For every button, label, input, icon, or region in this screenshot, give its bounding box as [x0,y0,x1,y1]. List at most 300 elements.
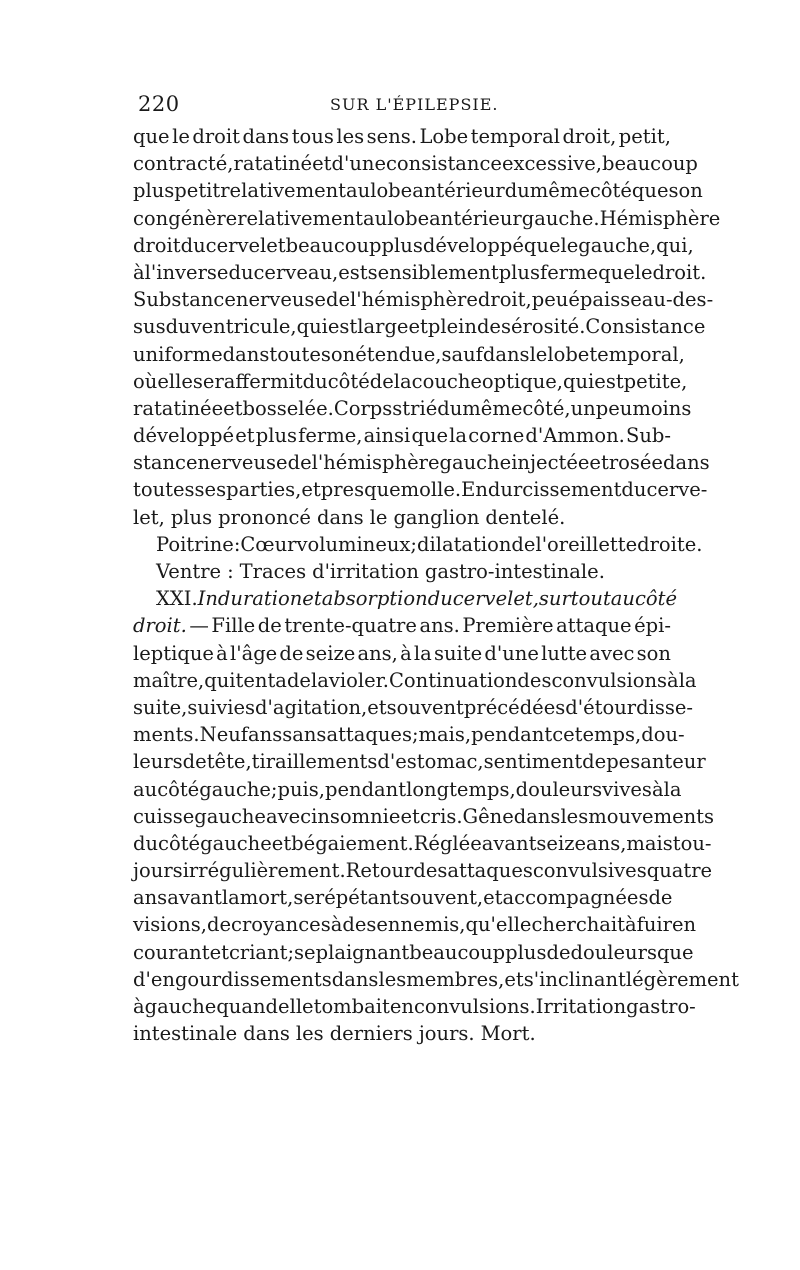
word: le [369,505,388,529]
word: de [279,641,304,665]
word: épaisse [568,288,642,312]
word: consistance [386,152,502,176]
word: à [216,641,228,665]
page-header [138,92,668,122]
text-line [133,640,671,667]
word: elle [278,995,314,1018]
running-title: SUR L'ÉPILEPSIE. [330,95,499,114]
word: qu'elle [465,913,532,937]
word: lobe [370,179,413,203]
word: pendant [324,777,407,801]
word: et [408,315,428,339]
word: droit, [477,288,532,312]
word: beaucoup [601,152,698,176]
word: Irritation [535,995,627,1018]
word: des [413,859,448,883]
word: droit [133,233,181,257]
word: temps, [574,723,642,747]
word: mouvements [588,804,715,828]
word: et [209,940,229,964]
word: optique, [481,369,563,393]
word: antérieur [429,206,522,230]
word: let, [133,505,165,529]
word: avant [167,886,222,910]
word: à [625,913,637,937]
word: sérosité. [500,315,586,339]
word: et [504,967,524,991]
word: ce [552,723,575,747]
text-line [133,966,739,993]
page-number: 220 [138,92,180,116]
word: la [221,886,240,910]
word: criant [228,940,288,964]
word: du [165,315,191,339]
word: du [504,179,530,203]
word: mort, [239,886,294,910]
word: suivies [187,695,255,719]
word: toute [269,342,321,366]
word: et [302,587,322,611]
word: son [636,641,671,665]
word: temporal [470,125,560,148]
word: du [621,478,647,502]
word: visions, [133,913,208,937]
word: croyances [231,913,331,937]
word: se [294,940,316,964]
word: beaucoup [409,940,506,964]
word: en [389,995,414,1018]
word: Poitrine [156,532,234,556]
word: ans [248,723,283,747]
word: convulsives [532,859,647,883]
text-line [133,205,721,232]
word: pesanteur [606,750,706,774]
text-line [133,776,682,803]
word: du [302,369,328,393]
word: tou- [672,831,712,855]
word: parties, [226,478,302,502]
word: au-des- [641,288,714,312]
text-line [133,150,698,177]
word: cervelet [205,233,286,257]
word: gauche [199,777,271,801]
word: excessive, [501,152,602,176]
word: mais, [418,723,472,747]
word: gauche [439,451,512,475]
word: et [312,152,332,176]
word: dans [316,505,364,529]
text-line [133,667,697,694]
word: tiraillements [251,750,378,774]
word: beaucoup [285,233,382,257]
word: des [342,913,377,937]
word: côté, [522,396,571,420]
word: molle. [400,478,462,502]
word: de [648,886,673,910]
word: développé [422,233,524,257]
word: de [257,614,282,638]
word: se [192,369,215,393]
word: que [411,424,449,448]
word: qui [563,369,595,393]
word: côté [634,587,678,611]
word: XXI. [156,587,198,611]
word: que [523,233,561,257]
word: gauche [194,804,266,828]
word: cris. [419,804,463,828]
word: sens. [366,125,417,148]
word: sensiblement [367,260,499,284]
word: Première [462,614,554,638]
word: gauche [144,995,217,1018]
word: petit, [618,125,671,148]
word: dans [662,451,710,475]
word: gastro- [626,995,696,1018]
word: leurs [133,750,183,774]
text-line [133,830,712,857]
word: et [223,396,243,420]
word: fuir [636,913,672,937]
word: et [589,451,609,475]
word: couche [411,369,482,393]
word: cherchait [531,913,626,937]
word: intestinale [133,1022,238,1046]
word: l'âge [229,641,278,665]
word: Induration [197,587,303,611]
word: suite, [133,695,188,719]
word: injectée [511,451,590,475]
word: large [357,315,409,339]
word: presque [320,478,401,502]
word: est [327,315,358,339]
word: tous [291,125,334,148]
word: Mort. [480,1022,536,1046]
word: plaignant [315,940,410,964]
word: que [133,125,170,148]
word: développé [133,424,235,448]
word: plus [381,233,423,257]
word: ; [270,777,278,801]
word: qui, [656,233,694,257]
word: les [560,804,589,828]
word: lutte [541,641,588,665]
word: strié [392,396,438,420]
word: cerve- [646,478,708,502]
word: Neuf [199,723,249,747]
word: même [529,179,590,203]
word: où [133,369,158,393]
word: droit. [133,614,187,638]
word: la [393,369,412,393]
word: et [235,424,255,448]
word: un [570,396,596,420]
word: mais [626,831,673,855]
word: Continuation [389,668,518,692]
word: d'étourdisse- [565,695,693,719]
word: que [656,940,694,964]
word: ratatiné [233,152,313,176]
word: gauche, [578,233,657,257]
word: ratatinée [133,396,224,420]
word: du [180,233,206,257]
word: Cœur [240,532,297,556]
word: son [320,342,356,366]
text-line [133,449,710,476]
word: ans, [586,831,627,855]
word: lobe [547,342,590,366]
text-line [133,341,685,368]
word: plus [133,179,175,203]
text-line [133,803,715,830]
word: jours [133,859,183,883]
word: rosée [608,451,663,475]
word: ferme, [298,424,363,448]
word: plus [170,505,213,529]
word: ; [287,940,295,964]
word: peu [595,396,633,420]
word: que [598,260,635,284]
word: : [233,532,241,556]
word: la [413,641,432,665]
word: lobe [387,206,430,230]
word: congénère [133,206,238,230]
word: dentelé. [485,505,566,529]
text-line [133,177,703,204]
word: contracté, [133,152,234,176]
word: qui [204,668,236,692]
word: ans [133,886,168,910]
word: membres, [406,967,505,991]
word: douleurs [570,940,657,964]
word: ventricule, [190,315,297,339]
word: ans, [357,641,398,665]
word: dans [513,804,561,828]
word: absorption [321,587,428,611]
word: Sub- [625,424,671,448]
word: du [427,587,453,611]
word: Substance [133,288,236,312]
word: s'inclinant [523,967,626,991]
word: Ventre [156,560,222,583]
word: toutes [133,478,195,502]
word: cuisse [133,804,195,828]
word: nerveuse [235,288,326,312]
word: maître, [133,668,205,692]
word: le [529,342,548,366]
text-line [133,612,671,639]
word: accompagnées [502,886,649,910]
word: vives [602,777,652,801]
word: étendue, [355,342,442,366]
word: que [631,179,669,203]
word: et [271,831,292,855]
word: cervelet, [452,587,539,611]
word: Consistance [585,315,706,339]
word: ennemis, [376,913,466,937]
word: du [133,831,159,855]
word: Retour [345,859,414,883]
word: son [668,179,703,203]
word: droite. [637,532,703,556]
text-line [133,939,694,966]
text-line [133,395,692,422]
word: de [369,369,394,393]
word: violer. [328,668,389,692]
word: derniers [329,1022,413,1046]
text-line [133,993,696,1020]
word: à [667,668,679,692]
word: est [338,260,368,284]
word: suite [433,641,483,665]
text-line [133,123,671,150]
word: du [437,396,463,420]
word: droit. [652,260,707,284]
word: ments. [133,723,200,747]
text-line [133,721,685,748]
body-text [133,123,739,1047]
word: plein [427,315,477,339]
word: à [400,641,412,665]
word: cerveau, [253,260,339,284]
word: avec [589,641,635,665]
text-line [133,368,688,395]
word: les [336,125,365,148]
word: de [582,750,607,774]
word: courant [133,940,210,964]
word: quand [216,995,279,1018]
word: seize [536,831,587,855]
word: Corps [333,396,393,420]
word: : [227,560,234,583]
word: de [207,913,232,937]
text-line [133,748,706,775]
word: d'Ammon. [525,424,625,448]
word: dou- [641,723,685,747]
text-line [133,911,697,938]
word: se [293,886,315,910]
word: dilatation [417,532,512,556]
word: de [476,315,501,339]
word: Fille [211,614,256,638]
word: ganglion [393,505,480,529]
word: bosselée. [242,396,334,420]
text-line [133,884,671,911]
text-line [133,531,703,558]
word: gauche. [521,206,600,230]
word: l'hémisphère [311,451,440,475]
word: convulsions [551,668,668,692]
word: épi- [634,614,671,638]
word: la [663,777,682,801]
word: Gêne [462,804,514,828]
word: gastro-intestinale. [424,560,605,583]
text-line [133,504,671,531]
word: plus [505,940,547,964]
word: Réglée [413,831,482,855]
word: à [330,913,343,937]
word: d'une [331,152,386,176]
word: raffermit [214,369,303,393]
word: le [560,233,579,257]
word: d'estomac, [377,750,484,774]
word: de [325,288,351,312]
word: insomnie [311,804,401,828]
word: précédées [463,695,566,719]
word: à [133,995,145,1018]
word: sauf [441,342,483,366]
word: ferme [539,260,599,284]
word: de [286,668,311,692]
word: dans [242,125,290,148]
word: temporal, [589,342,685,366]
word: et [400,804,420,828]
word: — [189,614,209,638]
word: du [228,260,254,284]
word: peu [531,288,569,312]
word: dans [482,342,530,366]
word: avant [481,831,537,855]
word: corne [468,424,525,448]
word: la [310,668,329,692]
word: le [172,125,190,148]
word: la [449,424,468,448]
word: est [594,369,624,393]
word: stance [133,451,198,475]
word: leptique [133,641,214,665]
word: plus [255,424,298,448]
word: ses [194,478,227,502]
word: les [295,1022,324,1046]
word: ainsi [363,424,411,448]
word: droit, [562,125,617,148]
word: plus [498,260,540,284]
word: Lobe [419,125,469,148]
word: de [182,750,207,774]
word: convulsions. [413,995,536,1018]
word: au [610,587,635,611]
word: bégaiement. [291,831,414,855]
text-line [133,259,707,286]
text-line [133,286,714,313]
word: en [672,913,697,937]
word: à [651,777,664,801]
word: qui [296,315,328,339]
word: relativement [237,206,363,230]
word: puis, [277,777,325,801]
word: surtout [538,587,611,611]
word: pendant [471,723,553,747]
word: l'oreillette [535,532,638,556]
word: attaques [447,859,533,883]
word: les [378,967,407,991]
word: nerveuse [197,451,288,475]
word: attaque [556,614,632,638]
word: le [634,260,653,284]
word: tenta [235,668,287,692]
word: droit [192,125,240,148]
word: prononcé [218,505,311,529]
word: répétant [314,886,400,910]
word: tête, [206,750,252,774]
word: légèrement [625,967,739,991]
word: ; [410,532,417,556]
word: petite, [623,369,688,393]
word: côté [327,369,370,393]
word: au [362,206,388,230]
text-line [133,313,706,340]
word: sans [282,723,327,747]
word: trente-quatre [284,614,417,638]
